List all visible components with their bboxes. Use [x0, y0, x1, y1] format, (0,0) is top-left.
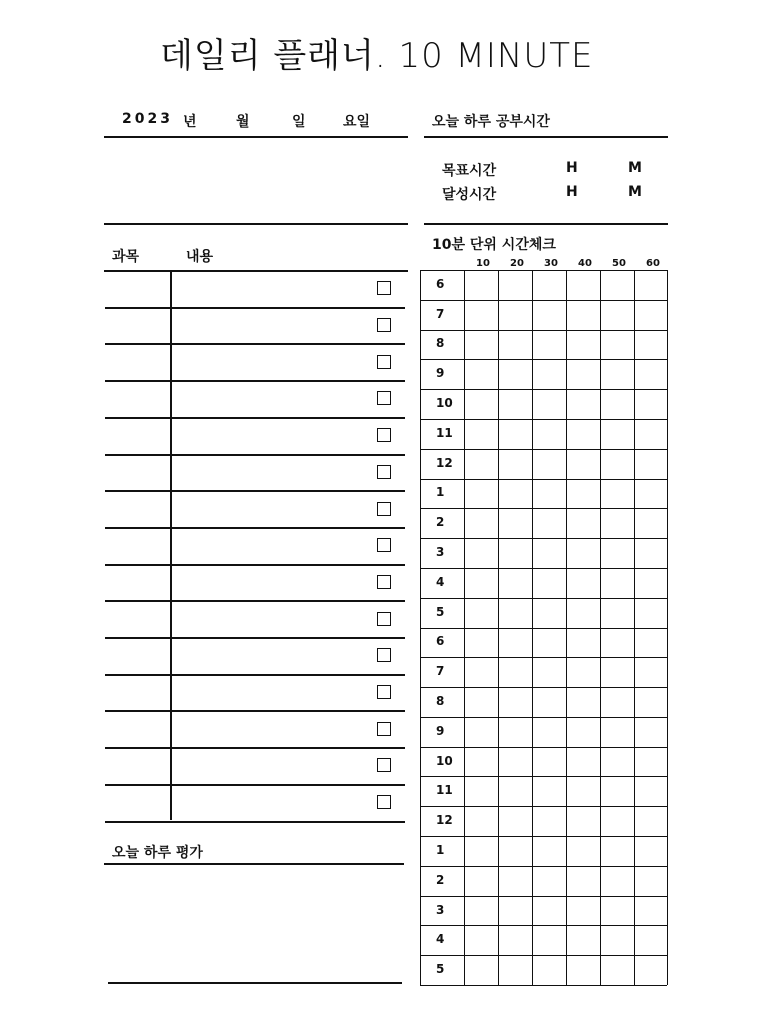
memo-divider	[104, 223, 408, 225]
time-cell[interactable]	[636, 838, 666, 865]
time-cell[interactable]	[602, 600, 633, 627]
time-cell[interactable]	[602, 838, 633, 865]
grid-column-line	[566, 270, 567, 985]
time-cell[interactable]	[466, 808, 497, 835]
todo-row-line	[105, 417, 405, 419]
grid-left-border	[420, 270, 421, 985]
grid-row-line	[420, 508, 667, 509]
subject-column-label: 과목	[112, 249, 140, 265]
todo-row-line	[105, 307, 405, 309]
todo-row-line	[105, 674, 405, 676]
time-cell[interactable]	[500, 570, 531, 597]
achieved-hours-unit: H	[566, 184, 578, 200]
content-column-label: 내용	[186, 249, 214, 265]
evaluation-bottom-line	[108, 982, 402, 984]
grid-row-line	[420, 628, 667, 629]
hour-label: 10	[436, 396, 453, 411]
time-cell[interactable]	[534, 391, 565, 418]
minute-label: 30	[544, 258, 558, 269]
hour-label: 12	[436, 813, 453, 828]
grid-column-line	[667, 270, 668, 985]
time-cell[interactable]	[568, 391, 599, 418]
todo-row[interactable]	[174, 311, 364, 341]
minute-label: 60	[646, 258, 660, 269]
hour-label: 6	[436, 634, 445, 649]
time-cell[interactable]	[636, 808, 666, 835]
time-cell[interactable]	[534, 540, 565, 567]
time-cell[interactable]	[602, 332, 633, 359]
todo-checkbox[interactable]	[377, 685, 391, 699]
todo-checkbox[interactable]	[377, 391, 391, 405]
todo-checkbox[interactable]	[377, 428, 391, 442]
hour-label: 1	[436, 485, 445, 500]
grid-row-line	[420, 806, 667, 807]
time-cell[interactable]	[636, 481, 666, 508]
time-cell[interactable]	[500, 332, 531, 359]
time-cell[interactable]	[568, 600, 599, 627]
time-cell[interactable]	[636, 570, 666, 597]
todo-row-line	[105, 490, 405, 492]
todo-checkbox[interactable]	[377, 502, 391, 516]
hour-label: 11	[436, 425, 453, 440]
time-cell[interactable]	[636, 778, 666, 805]
time-cell[interactable]	[466, 302, 497, 329]
todo-row[interactable]	[174, 384, 364, 414]
time-cell[interactable]	[636, 332, 666, 359]
hour-label: 3	[436, 545, 445, 560]
time-cell[interactable]	[500, 421, 531, 448]
time-cell[interactable]	[466, 361, 497, 388]
todo-checkbox[interactable]	[377, 795, 391, 809]
time-cell[interactable]	[568, 630, 599, 657]
time-cell[interactable]	[534, 421, 565, 448]
time-cell[interactable]	[568, 778, 599, 805]
todo-row-line	[105, 527, 405, 529]
minute-label: 40	[578, 258, 592, 269]
grid-column-line	[464, 270, 465, 985]
time-cell[interactable]	[636, 927, 666, 954]
time-cell[interactable]	[500, 302, 531, 329]
time-cell[interactable]	[636, 600, 666, 627]
time-cell[interactable]	[466, 778, 497, 805]
time-cell[interactable]	[500, 600, 531, 627]
hour-label: 10	[436, 753, 453, 768]
year-value: 2023	[122, 111, 173, 127]
evaluation-area[interactable]	[104, 866, 404, 980]
time-cell[interactable]	[500, 749, 531, 776]
evaluation-heading: 오늘 하루 평가	[112, 845, 203, 861]
todo-row-line	[105, 747, 405, 749]
time-cell[interactable]	[602, 391, 633, 418]
weekday-unit: 요일	[343, 114, 371, 130]
time-cell[interactable]	[534, 838, 565, 865]
study-time-bottom-line	[424, 223, 668, 225]
todo-row-line	[105, 784, 405, 786]
todo-checkbox[interactable]	[377, 758, 391, 772]
time-cell[interactable]	[602, 272, 633, 299]
time-cell[interactable]	[500, 927, 531, 954]
time-cell[interactable]	[466, 749, 497, 776]
time-cell[interactable]	[534, 481, 565, 508]
time-cell[interactable]	[500, 481, 531, 508]
time-cell[interactable]	[602, 957, 633, 984]
time-cell[interactable]	[602, 481, 633, 508]
hour-label: 9	[436, 366, 445, 381]
time-cell[interactable]	[602, 302, 633, 329]
time-cell[interactable]	[568, 898, 599, 925]
grid-row-line	[420, 896, 667, 897]
todo-row-line	[105, 564, 405, 566]
hour-label: 7	[436, 306, 445, 321]
time-cell[interactable]	[500, 689, 531, 716]
time-cell[interactable]	[636, 302, 666, 329]
hour-label: 2	[436, 872, 445, 887]
grid-row-line	[420, 776, 667, 777]
time-cell[interactable]	[500, 451, 531, 478]
achieved-time-label: 달성시간	[442, 187, 497, 203]
time-cell[interactable]	[602, 689, 633, 716]
time-cell[interactable]	[534, 808, 565, 835]
time-cell[interactable]	[602, 630, 633, 657]
todo-checkbox[interactable]	[377, 575, 391, 589]
date-underline	[104, 136, 408, 138]
time-cell[interactable]	[500, 898, 531, 925]
todo-row[interactable]	[174, 751, 364, 781]
time-cell[interactable]	[466, 957, 497, 984]
month-unit: 월	[236, 114, 250, 130]
time-cell[interactable]	[568, 421, 599, 448]
time-cell[interactable]	[568, 361, 599, 388]
time-cell[interactable]	[602, 808, 633, 835]
time-cell[interactable]	[568, 302, 599, 329]
time-cell[interactable]	[602, 659, 633, 686]
time-cell[interactable]	[500, 659, 531, 686]
todo-checkbox[interactable]	[377, 612, 391, 626]
time-cell[interactable]	[568, 868, 599, 895]
achieved-minutes-unit: M	[628, 184, 642, 200]
todo-row-line	[105, 380, 405, 382]
hour-label: 8	[436, 693, 445, 708]
time-cell[interactable]	[602, 778, 633, 805]
todo-checkbox[interactable]	[377, 355, 391, 369]
time-cell[interactable]	[534, 510, 565, 537]
time-cell[interactable]	[568, 689, 599, 716]
todo-checkbox[interactable]	[377, 648, 391, 662]
time-cell[interactable]	[568, 927, 599, 954]
grid-row-line	[420, 657, 667, 658]
time-cell[interactable]	[500, 630, 531, 657]
time-cell[interactable]	[500, 838, 531, 865]
grid-row-line	[420, 359, 667, 360]
time-cell[interactable]	[466, 600, 497, 627]
grid-column-line	[532, 270, 533, 985]
time-cell[interactable]	[568, 659, 599, 686]
time-cell[interactable]	[466, 481, 497, 508]
time-cell[interactable]	[500, 540, 531, 567]
grid-row-line	[420, 419, 667, 420]
todo-row-line	[105, 454, 405, 456]
time-cell[interactable]	[500, 808, 531, 835]
time-cell[interactable]	[636, 451, 666, 478]
time-cell[interactable]	[602, 451, 633, 478]
time-cell[interactable]	[602, 868, 633, 895]
time-cell[interactable]	[636, 361, 666, 388]
time-cell[interactable]	[534, 898, 565, 925]
time-cell[interactable]	[568, 838, 599, 865]
time-cell[interactable]	[466, 719, 497, 746]
todo-row[interactable]	[174, 458, 364, 488]
time-cell[interactable]	[534, 302, 565, 329]
hour-label: 5	[436, 604, 445, 619]
grid-row-line	[420, 300, 667, 301]
hour-label: 2	[436, 515, 445, 530]
time-cell[interactable]	[466, 332, 497, 359]
grid-row-line	[420, 389, 667, 390]
todo-row[interactable]	[174, 347, 364, 377]
planner-title: 데일리 플래너. 10 MINUTE	[160, 36, 594, 76]
time-cell[interactable]	[466, 898, 497, 925]
time-cell[interactable]	[636, 510, 666, 537]
time-cell[interactable]	[500, 719, 531, 746]
todo-checkbox[interactable]	[377, 722, 391, 736]
time-cell[interactable]	[534, 272, 565, 299]
time-cell[interactable]	[534, 927, 565, 954]
hour-label: 5	[436, 962, 445, 977]
hour-label: 4	[436, 574, 445, 589]
time-cell[interactable]	[636, 630, 666, 657]
hour-label: 3	[436, 902, 445, 917]
grid-row-line	[420, 687, 667, 688]
todo-checkbox[interactable]	[377, 465, 391, 479]
time-cell[interactable]	[466, 838, 497, 865]
year-unit: 년	[183, 114, 197, 130]
grid-column-line	[600, 270, 601, 985]
time-cell[interactable]	[500, 957, 531, 984]
time-cell[interactable]	[500, 361, 531, 388]
time-cell[interactable]	[534, 451, 565, 478]
time-cell[interactable]	[534, 778, 565, 805]
grid-row-line	[420, 866, 667, 867]
time-cell[interactable]	[500, 391, 531, 418]
time-cell[interactable]	[602, 719, 633, 746]
todo-row[interactable]	[174, 531, 364, 561]
minute-label: 10	[476, 258, 490, 269]
day-unit: 일	[292, 114, 306, 130]
time-cell[interactable]	[500, 510, 531, 537]
time-cell[interactable]	[636, 719, 666, 746]
grid-row-line	[420, 955, 667, 956]
hour-label: 4	[436, 932, 445, 947]
target-hours-unit: H	[566, 160, 578, 176]
todo-row[interactable]	[174, 421, 364, 451]
time-cell[interactable]	[466, 272, 497, 299]
time-cell[interactable]	[568, 451, 599, 478]
todo-row-line	[105, 821, 405, 823]
todo-row-line	[105, 600, 405, 602]
time-cell[interactable]	[636, 421, 666, 448]
time-cell[interactable]	[602, 570, 633, 597]
time-cell[interactable]	[568, 808, 599, 835]
time-cell[interactable]	[534, 868, 565, 895]
grid-row-line	[420, 449, 667, 450]
time-cell[interactable]	[466, 868, 497, 895]
grid-row-line	[420, 925, 667, 926]
todo-row-line	[105, 343, 405, 345]
todo-row[interactable]	[174, 604, 364, 634]
time-cell[interactable]	[534, 749, 565, 776]
evaluation-underline	[104, 863, 404, 865]
hour-label: 6	[436, 276, 445, 291]
time-cell[interactable]	[602, 510, 633, 537]
grid-column-line	[498, 270, 499, 985]
time-cell[interactable]	[466, 689, 497, 716]
time-cell[interactable]	[636, 957, 666, 984]
time-cell[interactable]	[602, 927, 633, 954]
time-cell[interactable]	[636, 749, 666, 776]
time-cell[interactable]	[466, 540, 497, 567]
todo-header-line	[104, 270, 408, 272]
hour-label: 12	[436, 455, 453, 470]
time-cell[interactable]	[568, 749, 599, 776]
grid-row-line	[420, 836, 667, 837]
time-cell[interactable]	[466, 659, 497, 686]
time-cell[interactable]	[636, 868, 666, 895]
grid-row-line	[420, 717, 667, 718]
grid-row-line	[420, 568, 667, 569]
time-cell[interactable]	[466, 630, 497, 657]
time-cell[interactable]	[534, 600, 565, 627]
todo-row[interactable]	[174, 788, 364, 818]
time-cell[interactable]	[568, 510, 599, 537]
time-cell[interactable]	[534, 630, 565, 657]
time-cell[interactable]	[500, 778, 531, 805]
time-cell[interactable]	[466, 570, 497, 597]
time-cell[interactable]	[602, 361, 633, 388]
time-cell[interactable]	[466, 421, 497, 448]
todo-checkbox[interactable]	[377, 318, 391, 332]
grid-row-line	[420, 479, 667, 480]
todo-column-divider	[170, 270, 172, 820]
time-cell[interactable]	[602, 421, 633, 448]
time-cell[interactable]	[500, 868, 531, 895]
time-cell[interactable]	[534, 332, 565, 359]
time-cell[interactable]	[602, 898, 633, 925]
target-time-label: 목표시간	[442, 163, 497, 179]
grid-row-line	[420, 985, 667, 986]
todo-row[interactable]	[174, 274, 364, 304]
target-minutes-unit: M	[628, 160, 642, 176]
time-cell[interactable]	[636, 272, 666, 299]
todo-row-line	[105, 710, 405, 712]
time-cell[interactable]	[568, 540, 599, 567]
hour-label: 8	[436, 336, 445, 351]
time-cell[interactable]	[602, 540, 633, 567]
time-cell[interactable]	[466, 510, 497, 537]
time-cell[interactable]	[534, 659, 565, 686]
time-cell[interactable]	[466, 451, 497, 478]
time-cell[interactable]	[568, 719, 599, 746]
time-cell[interactable]	[568, 570, 599, 597]
time-cell[interactable]	[534, 719, 565, 746]
time-check-heading: 10분 단위 시간체크	[432, 237, 556, 253]
time-cell[interactable]	[602, 749, 633, 776]
time-cell[interactable]	[466, 927, 497, 954]
grid-row-line	[420, 330, 667, 331]
hour-label: 9	[436, 723, 445, 738]
todo-checkbox[interactable]	[377, 281, 391, 295]
todo-row[interactable]	[174, 678, 364, 708]
time-cell[interactable]	[466, 391, 497, 418]
todo-row[interactable]	[174, 641, 364, 671]
time-cell[interactable]	[534, 361, 565, 388]
time-cell[interactable]	[568, 481, 599, 508]
minute-label: 50	[612, 258, 626, 269]
time-cell[interactable]	[636, 659, 666, 686]
grid-row-line	[420, 747, 667, 748]
study-time-underline	[424, 136, 668, 138]
hour-label: 1	[436, 842, 445, 857]
time-cell[interactable]	[636, 689, 666, 716]
time-cell[interactable]	[568, 332, 599, 359]
todo-row[interactable]	[174, 494, 364, 524]
minute-label: 20	[510, 258, 524, 269]
time-cell[interactable]	[568, 272, 599, 299]
todo-checkbox[interactable]	[377, 538, 391, 552]
time-cell[interactable]	[636, 540, 666, 567]
time-cell[interactable]	[568, 957, 599, 984]
study-time-heading: 오늘 하루 공부시간	[432, 114, 550, 130]
grid-row-line	[420, 598, 667, 599]
time-cell[interactable]	[534, 957, 565, 984]
time-cell[interactable]	[534, 570, 565, 597]
time-cell[interactable]	[636, 898, 666, 925]
time-cell[interactable]	[636, 391, 666, 418]
grid-row-line	[420, 538, 667, 539]
todo-row-line	[105, 637, 405, 639]
todo-row[interactable]	[174, 714, 364, 744]
hour-label: 11	[436, 783, 453, 798]
time-cell[interactable]	[534, 689, 565, 716]
grid-column-line	[634, 270, 635, 985]
time-cell[interactable]	[500, 272, 531, 299]
hour-label: 7	[436, 664, 445, 679]
grid-row-line	[420, 270, 667, 271]
todo-row[interactable]	[174, 568, 364, 598]
